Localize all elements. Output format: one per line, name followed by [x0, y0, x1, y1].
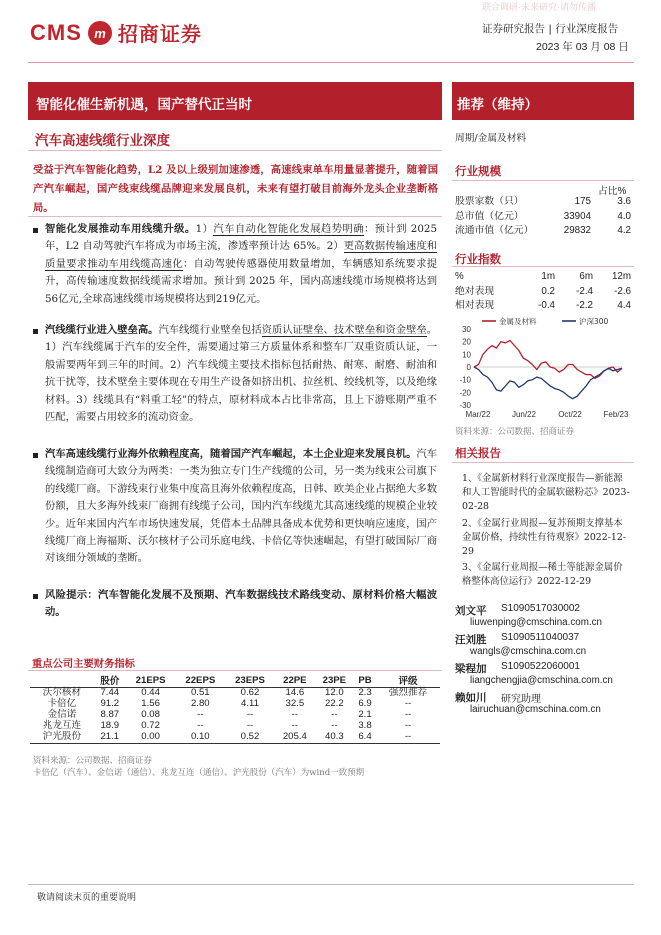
b1-p1: 1） — [195, 223, 214, 235]
scale-row — [455, 224, 631, 239]
analyst-name: 赖如川 — [455, 692, 487, 704]
fin-row — [30, 688, 440, 699]
analyst-id: 研究助理 — [501, 694, 541, 705]
index-header-row — [455, 270, 631, 285]
title-bar: 智能化催生新机遇，国产替代正当时 — [28, 82, 442, 120]
related-title: 相关报告 — [455, 446, 501, 460]
fin-row — [30, 721, 440, 732]
fin-cell: -- — [197, 708, 204, 720]
fin-row — [30, 710, 440, 721]
scale-title: 行业规模 — [455, 164, 501, 178]
y-tick-label: 20 — [462, 337, 471, 347]
fin-cell: 8.87 — [100, 708, 120, 720]
scale-table — [455, 195, 631, 239]
fin-cell: 强烈推荐 — [388, 687, 428, 698]
related-item: 2、《金属行业周报—复苏预期支撑基本金属价格，持续性有待观察》2022-12-29 — [462, 517, 626, 558]
fin-cell: -- — [197, 719, 204, 731]
fin-company: 沃尔核材 — [42, 687, 82, 698]
analyst-name: 刘文平 — [455, 605, 487, 617]
fin-header-cell: 23EPS — [235, 674, 265, 686]
analyst-row — [455, 603, 633, 616]
index-header-cell: 12m — [611, 271, 631, 282]
fin-cell: 0.62 — [240, 687, 260, 698]
scale-cell: 4.0 — [617, 210, 631, 222]
b2-u1: 资质认证壁垒、技术壁垒和资金壁垒 — [261, 324, 427, 336]
fin-header-cell: 21EPS — [135, 674, 166, 686]
fin-cell: 0.00 — [141, 730, 160, 742]
index-header-cell: 6m — [579, 271, 593, 282]
fin-cell: 1.56 — [141, 697, 160, 709]
b3-lead: 汽车高速线缆行业海外依赖程度高，随着国产汽车崛起，本土企业迎来发展良机。 — [45, 448, 417, 460]
y-tick-label: 30 — [462, 325, 471, 334]
fin-cell: -- — [404, 730, 412, 742]
report-type: 证券研究报告 | 行业深度报告 — [482, 23, 619, 35]
index-header-cell: 1m — [541, 271, 555, 282]
bullet-2 — [45, 322, 437, 426]
b1-p3: ：自动驾驶传感器使用数量增加，车辆感知系统要求提升，高传输速度数据线缆需求增加。预计到 2025 年，国内高速线缆市场规模将达到56亿元,全球高速线缆市场规模将达到219亿元。 — [45, 257, 438, 305]
fin-cell: -- — [331, 708, 338, 720]
fin-company: 卡倍亿 — [47, 697, 77, 709]
fin-cell: 2.1 — [358, 708, 372, 720]
b2-p2: 。1）汽车线缆属于汽车的安全件，需要通过第三方质量体系和整车厂双重资质认证，一般需要两年到三年的时间。2）汽车线缆主要技术指标包括耐热、耐寒、耐磨、耐油和抗干扰等，技术壁垒主要体现在专用生产设备如挤出机、拉丝机、绞线机等，以及绝缘材料。3）线缆具有“料重工轻”的特点，原材料成本占比非常高，且上下游账期严重不匹配，需要占用较多的流动资金。 — [45, 324, 438, 424]
fin-table — [30, 673, 440, 744]
b3-text: 汽车线缆制造商可大致分为两类：一类为独立专门生产线缆的公司，另一类为线束公司旗下的线缆厂商。下游线束行业集中度高且海外依赖程度高，日韩、欧美企业占据绝大多数份额，且大多海外线束厂商拥有线缆子公司，国内汽车线缆尤其高速线缆的规模企业较少。近年来国内汽车市场快速发展，凭借本土品牌具备成本优势和更快响应速度，国产线缆厂商上海福斯、沃尔核材子公司乐庭电线、卡倍亿等快速崛起，有望打破国际厂商对该细分领域的垄断。 — [45, 448, 438, 565]
fin-header-cell: 22EPS — [185, 674, 216, 686]
fin-cell: -- — [404, 697, 412, 709]
bullet-3 — [45, 446, 437, 568]
fin-cell: -- — [404, 708, 412, 720]
analyst-row — [455, 632, 633, 645]
fin-row — [30, 699, 440, 710]
scale-cell: 股票家数（只） — [455, 196, 524, 207]
fin-cell: -- — [404, 719, 412, 731]
footer: 敬请阅读末页的重要说明 — [37, 893, 137, 903]
b1-lead: 智能化发展推动车用线缆升级。 — [45, 223, 196, 235]
fin-cell: 2.80 — [190, 697, 210, 709]
x-tick-label: Mar/22 — [465, 410, 491, 419]
b1-p2: ：预计到 2025 年，L2 自动驾驶汽车将成为市场主流，渗透率预计达 65%。2） — [45, 223, 438, 253]
sector: 周期/金属及材料 — [455, 133, 527, 144]
index-cell: -2.2 — [576, 300, 593, 312]
b4-text: 汽车智能化发展不及预期、汽车数据线技术路线变动、原材料价格大幅波动。 — [45, 589, 437, 619]
subtitle: 汽车高速线缆行业深度 — [35, 133, 170, 149]
related-item: 3、《金属行业周报—稀土等能源金属价格整体高位运行》2022-12-29 — [462, 562, 623, 588]
fin-header-cell — [30, 673, 94, 688]
fin-company: 金信诺 — [47, 708, 77, 720]
scale-cell: 流通市值（亿元） — [455, 225, 534, 237]
fin-row — [30, 732, 440, 743]
analyst-name: 汪刘胜 — [455, 634, 487, 646]
fin-cell: 6.9 — [358, 697, 372, 709]
logo-cms: CMS — [30, 19, 82, 45]
index-row — [455, 285, 631, 300]
fin-cell: 0.44 — [141, 687, 160, 698]
scale-row — [455, 195, 631, 210]
fin-cell: -- — [331, 719, 338, 731]
analyst-row — [455, 690, 633, 703]
analyst-id: S1090522060001 — [501, 661, 580, 672]
fin-cell: -- — [246, 708, 254, 720]
y-tick-label: -10 — [459, 375, 471, 385]
chart-source: 资料来源：公司数据、招商证券 — [455, 427, 575, 437]
summary: 受益于汽车智能化趋势，L2 及以上级别加速渗透，高速线束单车用量显著提升，随着国产汽车崛起，国产线束线缆品牌迎来发展良机，未来有望打破目前海外龙头企业垄断格局。 — [33, 164, 438, 214]
fin-header-cell: PB — [358, 674, 372, 686]
scale-cell: 4.2 — [617, 225, 631, 237]
fin-note: 卡倍亿（汽车）、金信诺（通信）、兆龙互连（通信）、沪光股份（汽车）为wind一致预期 — [33, 768, 365, 778]
analyst-email: liangchengjia@cmschina.com.cn — [470, 675, 613, 686]
fin-cell: -- — [291, 708, 299, 720]
scale-pct-header: 占比% — [598, 186, 627, 197]
x-tick-label: Oct/22 — [558, 410, 582, 419]
fin-title: 重点公司主要财务指标 — [32, 658, 135, 670]
b1-u1: 汽车自动化智能化发展趋势明确 — [213, 223, 365, 235]
svg-text:m: m — [94, 25, 106, 41]
fin-cell: 21.1 — [100, 730, 120, 742]
fin-cell: -- — [246, 719, 254, 731]
watermark: 联合调研·未来研究·请勿传播 — [482, 2, 596, 12]
analyst-id: S1090517030002 — [501, 603, 580, 614]
analyst-name: 梁程加 — [455, 663, 487, 675]
analyst-id: S1090511040037 — [501, 632, 580, 643]
logo-icon — [87, 20, 113, 46]
related-item: 1、《金属新材料行业深度报告—新能源和人工智能时代的金属软磁粉芯》2023-02-28 — [462, 473, 630, 513]
fin-cell: 0.52 — [240, 730, 260, 742]
related-list — [462, 472, 630, 592]
scale-cell: 175 — [574, 196, 591, 207]
fin-cell: 4.11 — [241, 697, 259, 709]
legend-label: 金属及材料 — [499, 317, 537, 326]
fin-company: 兆龙互连 — [42, 719, 82, 731]
fin-cell: 0.08 — [141, 708, 160, 720]
fin-cell: 6.4 — [358, 730, 372, 742]
fin-header-cell: 评级 — [398, 676, 418, 687]
fin-cell: 40.3 — [325, 730, 344, 742]
fin-cell: 91.2 — [100, 697, 120, 709]
fin-cell: 22.2 — [325, 697, 344, 709]
series-line-1 — [474, 367, 622, 399]
analyst-email: wangls@cmschina.com.cn — [470, 646, 587, 657]
fin-cell: 0.51 — [190, 687, 210, 698]
fin-header-cell: 股价 — [100, 676, 120, 687]
bullet-4 — [45, 587, 437, 622]
bullet-4-marker — [33, 594, 38, 599]
logo — [30, 18, 202, 47]
fin-header-cell: 23PE — [322, 674, 347, 686]
series-line-0 — [474, 340, 622, 378]
index-cell: 4.4 — [617, 300, 631, 312]
index-chart — [452, 313, 634, 423]
x-tick-label: Feb/23 — [603, 410, 629, 419]
b4-lead: 风险提示： — [45, 589, 99, 601]
scale-cell: 3.6 — [617, 196, 631, 207]
analyst-email: lairuchuan@cmschina.com.cn — [470, 704, 601, 715]
scale-cell: 33904 — [563, 210, 591, 222]
scale-cell: 29832 — [563, 225, 591, 237]
fin-cell: 12.0 — [325, 687, 344, 698]
index-cell: -2.6 — [614, 285, 631, 297]
fin-company: 沪光股份 — [42, 730, 82, 742]
index-cell: 相对表现 — [455, 300, 495, 312]
x-tick-label: Jun/22 — [511, 410, 537, 419]
index-row — [455, 299, 631, 314]
y-tick-label: 0 — [466, 363, 471, 372]
y-tick-label: 10 — [462, 350, 471, 360]
bullet-1-marker — [33, 228, 38, 233]
fin-cell: 0.10 — [190, 730, 210, 742]
analysts — [455, 603, 633, 719]
scale-row — [455, 210, 631, 225]
b2-p1: 汽车线缆行业壁垒包括 — [158, 324, 262, 336]
fin-cell: 32.5 — [285, 697, 305, 709]
b1-u2: 更高数据传输速度和质量要求推动车用线缆高速化 — [45, 240, 438, 270]
fin-cell: -- — [291, 719, 299, 731]
fin-cell: 3.8 — [358, 719, 372, 731]
fin-cell: 18.9 — [100, 719, 120, 731]
fin-header-cell: 22PE — [283, 674, 307, 686]
index-cell: 0.2 — [541, 285, 555, 297]
index-header-cell: % — [455, 271, 464, 282]
index-table — [455, 270, 631, 314]
analyst-email: liuwenping@cmschina.com.cn — [470, 617, 602, 628]
bullet-2-marker — [33, 329, 38, 334]
rating-badge: 推荐（维持） — [452, 82, 634, 120]
logo-cn: 招商证券 — [117, 22, 202, 46]
fin-source: 资料来源：公司数据、招商证券 — [33, 756, 153, 766]
scale-cell: 总市值（亿元） — [455, 210, 524, 222]
y-tick-label: -30 — [459, 401, 471, 410]
y-tick-label: -20 — [459, 388, 471, 398]
index-cell: -2.4 — [576, 285, 593, 297]
bullet-1 — [45, 221, 437, 308]
fin-cell: 0.72 — [141, 719, 160, 731]
legend-label: 沪深300 — [579, 317, 609, 326]
report-date: 2023 年 03 月 08 日 — [536, 41, 629, 53]
index-title: 行业指数 — [455, 252, 501, 266]
analyst-row — [455, 661, 633, 674]
index-cell: -0.4 — [538, 300, 555, 312]
fin-cell: 205.4 — [282, 730, 307, 742]
fin-cell: 14.6 — [285, 687, 305, 698]
b2-lead: 汽线缆行业进入壁垒高。 — [45, 324, 159, 336]
fin-cell: 7.44 — [100, 687, 120, 698]
bullet-3-marker — [33, 453, 38, 458]
index-cell: 绝对表现 — [455, 285, 495, 297]
fin-cell: 2.3 — [358, 687, 372, 698]
